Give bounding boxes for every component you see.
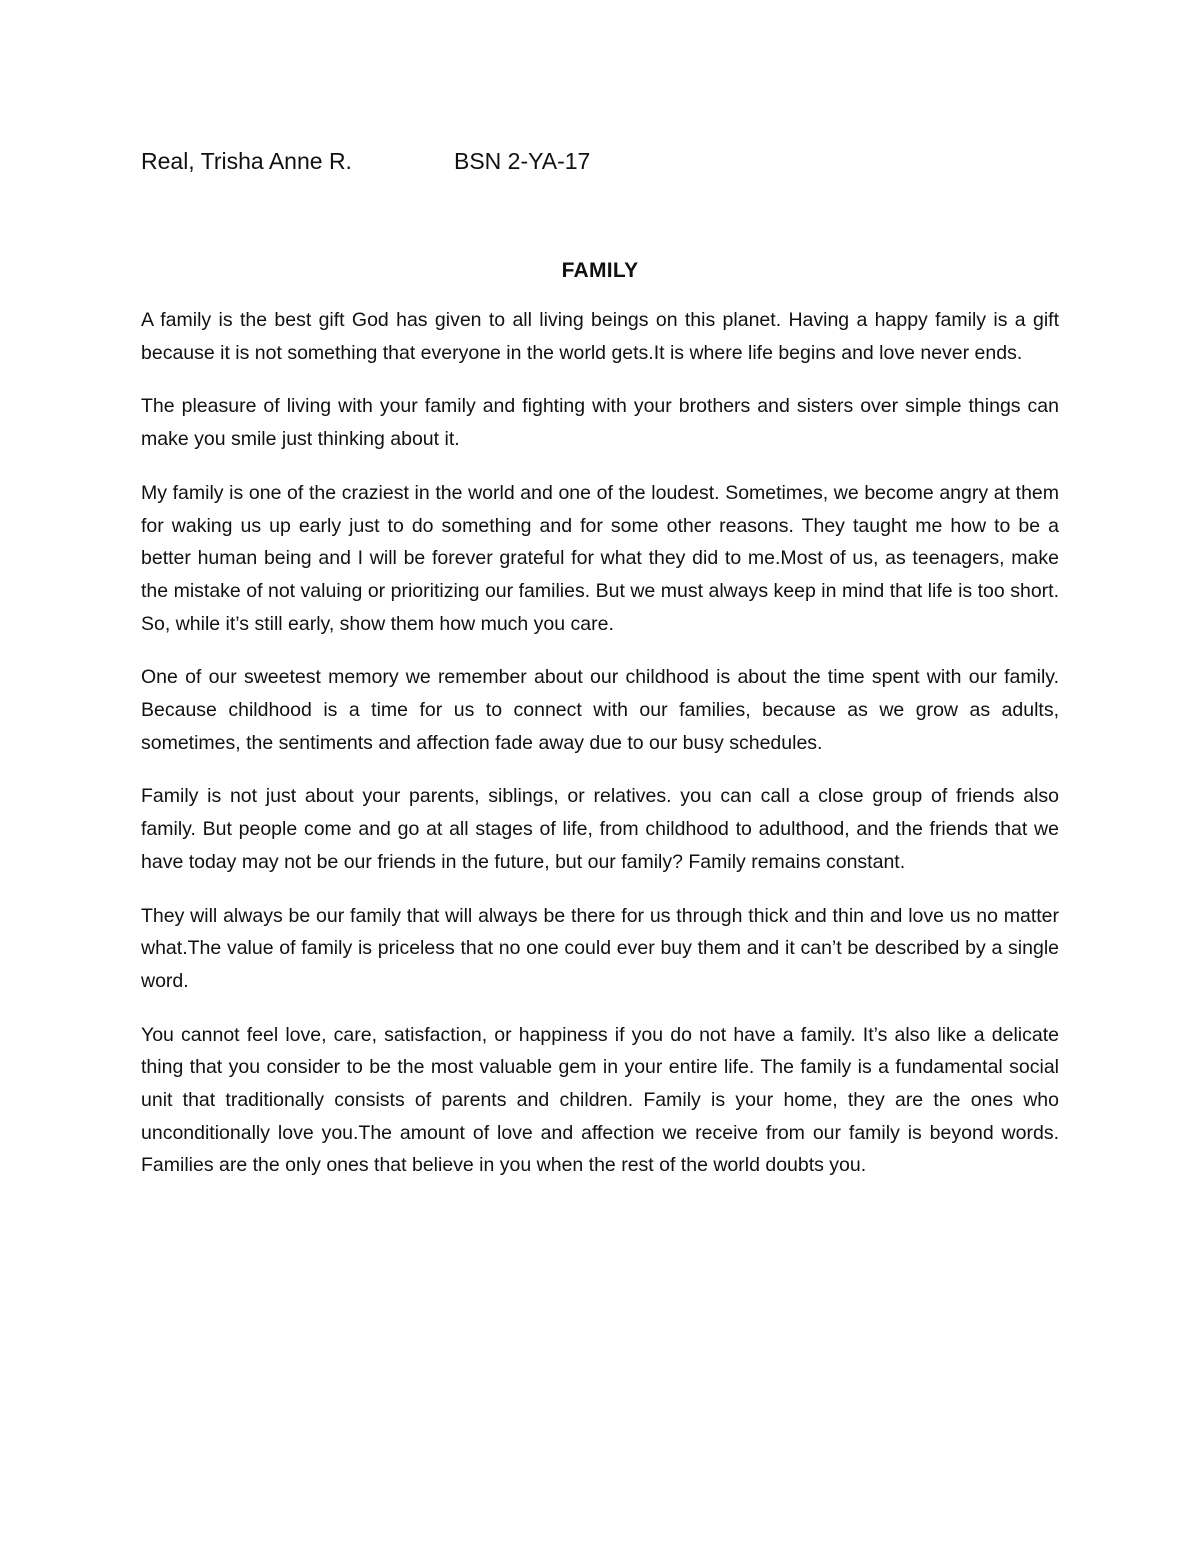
paragraph: You cannot feel love, care, satisfaction, or happiness if you do not have a family. It’s also like a delicate thing that you consider to be the most valuable gem in your entire life. The family is a fundamental social unit that traditionally consists of parents and children. Family is your home, they are the ones who unconditionally love you.The amount of love and affection we receive from our family is beyond words. Families are the only ones that believe in you when the rest of the world doubts you. — [141, 1023, 1059, 1177]
paragraph: A family is the best gift God has given to all living beings on this planet. Having a happy family is a gift because it is not something that everyone in the world gets.It is where life begins and love never ends. — [141, 309, 1059, 364]
paragraph: One of our sweetest memory we remember about our childhood is about the time spent with our family. Because childhood is a time for us to connect with our families, because as we grow as adults, sometimes, the sentiments and affection fade away due to our busy schedules. — [141, 666, 1059, 754]
paragraph: They will always be our family that will always be there for us through thick and thin and love us no matter what.The value of family is priceless that no one could ever buy them and it can’t be described by a single word. — [141, 904, 1059, 992]
paragraph: The pleasure of living with your family and fighting with your brothers and sisters over simple things can make you smile just thinking about it. — [141, 395, 1059, 451]
author-header — [141, 146, 590, 176]
paragraph: My family is one of the craziest in the world and one of the loudest. Sometimes, we become angry at them for waking us up early just to do something and for some other reasons. They taught me how to be a better human being and I will be forever grateful for what they did to me.Most of us, as teenagers, make the mistake of not valuing or prioritizing our families. But we must always keep in mind that life is too short. So, while it’s still early, show them how much you care. — [141, 481, 1059, 635]
paragraph: Family is not just about your parents, siblings, or relatives. you can call a close group of friends also family. But people come and go at all stages of life, from childhood to adulthood, and the friends that we have today may not be our friends in the future, but our family? Family remains constant. — [141, 785, 1059, 873]
document-title: FAMILY — [561, 259, 639, 282]
class-section: BSN 2-YA-17 — [454, 148, 591, 174]
author-name: Real, Trisha Anne R. — [141, 148, 352, 174]
document-body — [141, 304, 1059, 1203]
